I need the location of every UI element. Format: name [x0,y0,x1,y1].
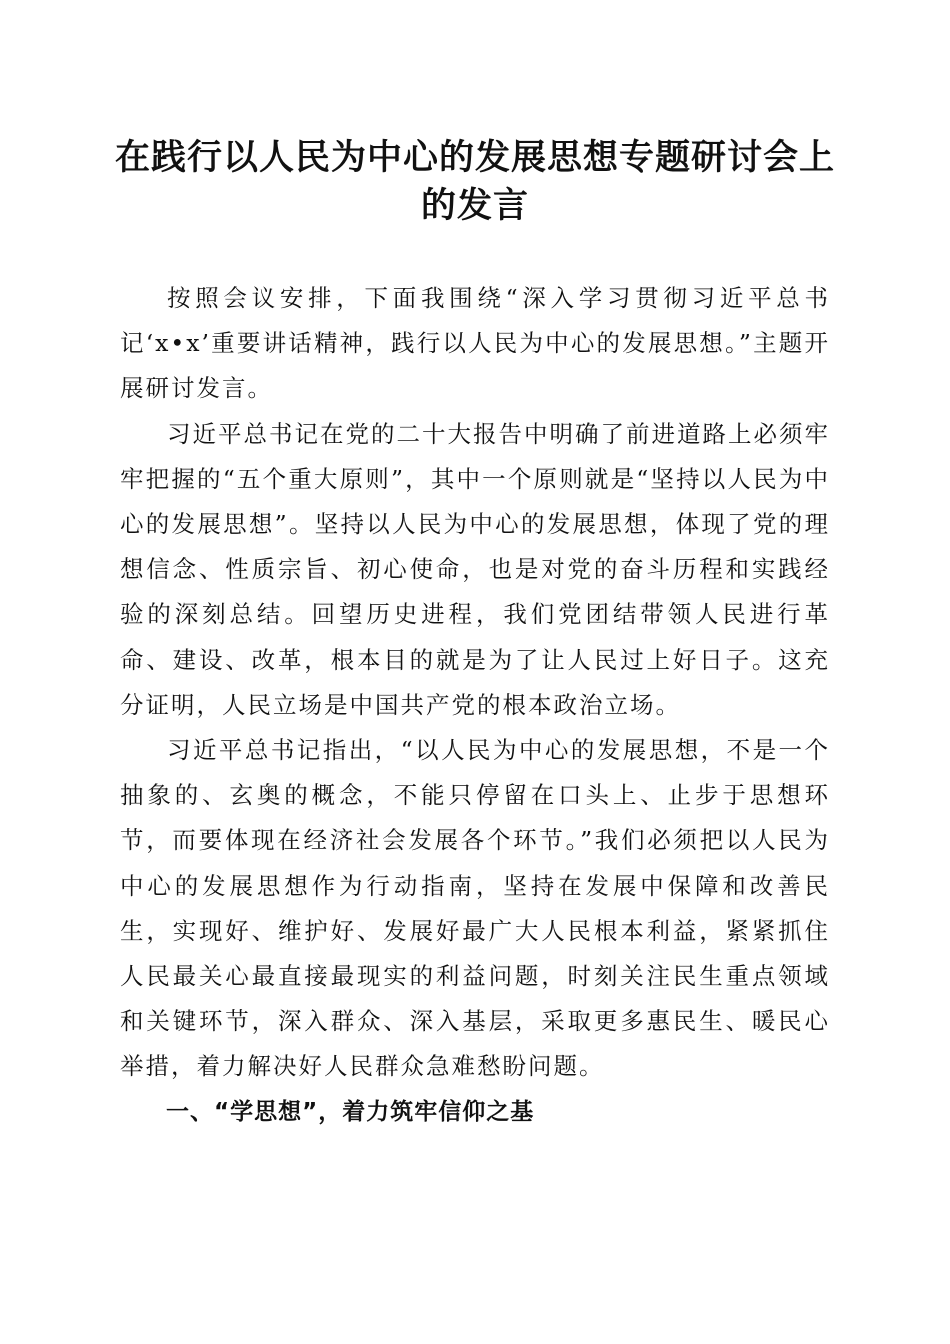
paragraph-principles: 习近平总书记在党的二十大报告中明确了前进道路上必须牢牢把握的“五个重大原则”，其中一个原则就是“坚持以人民为中心的发展思想”。坚持以人民为中心的发展思想，体现了党的理想信念、性质宗旨、初心使命，也是对党的奋斗历程和实践经验的深刻总结。回望历史进程，我们党团结带领人民进行革命、建设、改革，根本目的就是为了让人民过上好日子。这充分证明，人民立场是中国共产党的根本政治立场。 [120,419,830,719]
document-body [120,276,830,1135]
section-heading-1: 一、“学思想”，着力筑牢信仰之基 [166,1098,535,1125]
document-title [110,134,840,230]
title-line-2: 的发言 [420,185,529,226]
title-line-1: 在践行以人民为中心的发展思想专题研讨会上 [114,137,835,178]
paragraph-guidance: 习近平总书记指出，“以人民为中心的发展思想，不是一个抽象的、玄奥的概念，不能只停留在口头上、止步于思想环节，而要体现在经济社会发展各个环节。”我们必须把以人民为中心的发展思想作为行动指南，坚持在发展中保障和改善民生，实现好、维护好、发展好最广大人民根本利益，紧紧抓住人民最关心最直接最现实的利益问题，时刻关注民生重点领域和关键环节，深入群众、深入基层，采取更多惠民生、暖民心举措，着力解决好人民群众急难愁盼问题。 [120,736,830,1081]
paragraph-intro: 按照会议安排，下面我围绕“深入学习贯彻习近平总书记‘x•x’重要讲话精神，践行以人民为中心的发展思想。”主题开展研讨发言。 [120,284,830,403]
